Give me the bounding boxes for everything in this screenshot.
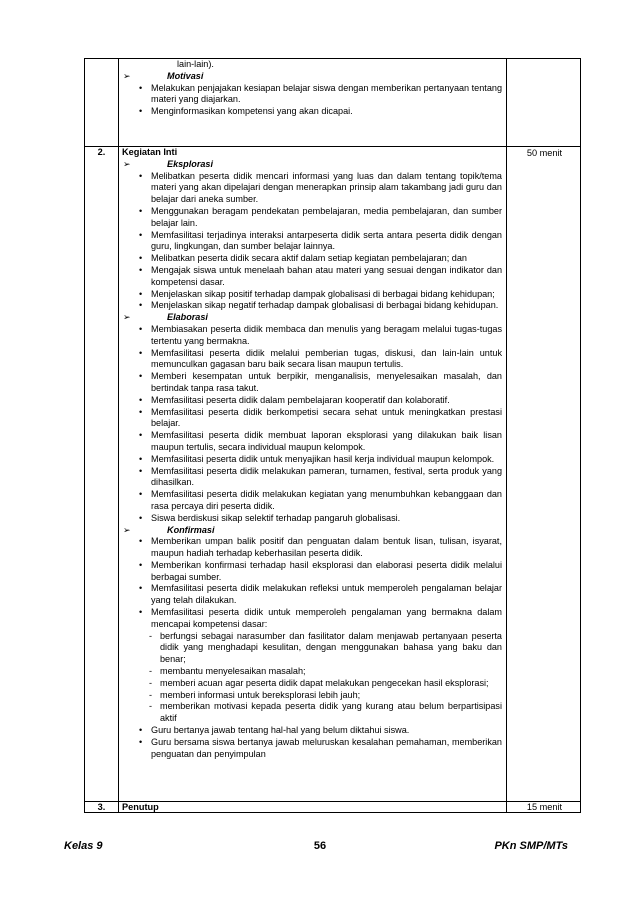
list-item: • Mengajak siswa untuk menelaah bahan atau materi yang sesuai dengan indikator dan kompetensi dasar. (139, 264, 502, 287)
bullet-icon: • (139, 583, 143, 594)
continuation-text: lain-lain). (177, 59, 214, 69)
dash-item: - memberikan motivasi kepada peserta didik yang kurang atau belum berpartisipasi aktif (149, 701, 502, 724)
bullet-icon: • (139, 465, 143, 476)
footer-right: PKn SMP/MTs (494, 840, 568, 852)
bullet-icon: • (139, 205, 143, 216)
row-title: Penutup (122, 802, 159, 812)
dash-bullet-icon: - (149, 666, 153, 677)
bullet-icon: • (139, 430, 143, 441)
arrow-bullet-icon: ➢ (123, 312, 131, 323)
list-item: • Memfasilitasi peserta didik melalui pemberian tugas, diskusi, dan lain-lain untuk memunculkan gagasan baru baik secara lisan maupun tertulis. (139, 347, 502, 370)
row-title: Kegiatan Inti (122, 147, 178, 157)
list-item: • Guru bertanya jawab tentang hal-hal yang belum diktahui siswa. (139, 725, 410, 736)
row-duration: 15 menit (526, 802, 563, 812)
list-item: • Memfasilitasi peserta didik untuk menyajikan hasil kerja individual maupun kelompok. (139, 453, 495, 464)
dash-bullet-icon: - (149, 677, 153, 688)
bullet-icon: • (139, 536, 143, 547)
bullet-icon: • (139, 394, 143, 405)
dash-item: - membantu menyelesaikan masalah; (149, 666, 306, 677)
list-item: • Memfasilitasi peserta didik membuat laporan eksplorasi yang dilakukan baik lisan maupun tertulis, secara individual maupun kelompok. (139, 430, 502, 452)
kegiatan-inti-content (119, 147, 506, 760)
bullet-icon: • (139, 264, 143, 275)
list-item: • Menggunakan beragam pendekatan pembelajaran, media pembelajaran, dan sumber belajar lain. (139, 205, 502, 228)
row-number: 3. (97, 802, 106, 812)
list-item: • Memberikan umpan balik positif dan penguatan dalam bentuk lisan, tulisan, isyarat, maupun hadiah terhadap keberhasilan peserta didik. (139, 536, 502, 559)
dash-item: - berfungsi sebagai narasumber dan fasilitator dalam menjawab pertanyaan peserta didik yang menghadapi kesulitan, dengan menggunakan bahasa yang baku dan benar; (149, 630, 502, 665)
bullet-icon: • (139, 253, 143, 264)
bullet-icon: • (139, 725, 143, 736)
list-item: • Memfasilitasi peserta didik berkompetisi secara sehat untuk meningkatkan prestasi belajar. (139, 406, 502, 429)
column-divider (506, 59, 507, 812)
bullet-icon: • (139, 489, 143, 500)
row-duration: 50 menit (526, 148, 563, 158)
section-motivasi (119, 71, 506, 83)
row-number: 2. (97, 147, 106, 157)
bullet-icon: • (139, 512, 143, 523)
bullet-icon: • (139, 82, 143, 93)
bullet-icon: • (139, 229, 143, 240)
list-item: • Menjelaskan sikap negatif terhadap dampak globalisasi di berbagai bidang kehidupan. (139, 300, 499, 311)
lesson-table (84, 58, 581, 813)
list-item: • Memfasilitasi peserta didik melakukan kegiatan yang menumbuhkan kebanggaan dan rasa percaya diri peserta didik. (139, 489, 502, 511)
dash-bullet-icon: - (149, 689, 153, 700)
list-item: • Memberikan konfirmasi terhadap hasil eksplorasi dan elaborasi peserta didik melalui berbagai sumber. (139, 559, 502, 582)
bullet-icon: • (139, 607, 143, 618)
list-item: • Memfasilitasi peserta didik melakukan pameran, turnamen, festival, serta produk yang dihasilkan. (139, 465, 502, 488)
previous-row-content (119, 59, 506, 118)
section-label: Motivasi (167, 70, 204, 81)
bullet-icon: • (139, 323, 143, 334)
list-item: • Menginformasikan kompetensi yang akan dicapai. (139, 106, 353, 117)
bullet-icon: • (139, 371, 143, 382)
bullet-icon: • (139, 453, 143, 464)
section-eksplorasi (119, 159, 506, 171)
row-divider (85, 801, 580, 802)
list-item: • Memfasilitasi peserta didik untuk memperoleh pengalaman yang bermakna dalam mencapai kompetensi dasar: (139, 607, 502, 629)
list-item: • Melibatkan peserta didik secara aktif dalam setiap kegiatan pembelajaran; dan (139, 253, 467, 264)
bullet-icon: • (139, 288, 143, 299)
list-item: • Guru bersama siswa bertanya jawab meluruskan kesalahan pemahaman, memberikan penguatan dan penyimpulan (139, 736, 502, 759)
list-item: • Melakukan penjajakan kesiapan belajar siswa dengan memberikan pertanyaan tentang materi yang diajarkan. (139, 82, 502, 105)
section-label: Eksplorasi (167, 158, 213, 169)
section-elaborasi (119, 312, 506, 324)
list-item: • Memfasilitasi terjadinya interaksi antarpeserta didik serta antara peserta didik dengan guru, lingkungan, dan sumber belajar lainnya. (139, 229, 502, 252)
bullet-icon: • (139, 736, 143, 747)
bullet-icon: • (139, 347, 143, 358)
list-item: • Siswa berdiskusi sikap selektif terhadap pangaruh globalisasi. (139, 512, 401, 523)
list-item: • Melibatkan peserta didik mencari informasi yang luas dan dalam tentang topik/tema materi yang akan dipelajari dengan menerapkan prinsip alam takambang jadi guru dan belajar dari aneka sumber. (139, 170, 502, 205)
section-label: Elaborasi (167, 312, 208, 323)
footer-left: Kelas 9 (64, 840, 103, 852)
section-konfirmasi (119, 525, 506, 537)
dash-bullet-icon: - (149, 701, 153, 712)
list-item: • Membiasakan peserta didik membaca dan menulis yang beragam melalui tugas-tugas tertentu yang bermakna. (139, 323, 502, 346)
section-label: Konfirmasi (167, 524, 215, 535)
dash-item: - memberi informasi untuk bereksplorasi lebih jauh; (149, 689, 361, 700)
list-item: • Menjelaskan sikap positif terhadap dampak globalisasi di berbagai bidang kehidupan; (139, 288, 495, 299)
bullet-icon: • (139, 406, 143, 417)
arrow-bullet-icon: ➢ (123, 70, 131, 81)
bullet-icon: • (139, 300, 143, 311)
list-item: • Memberi kesempatan untuk berpikir, menganalisis, menyelesaikan masalah, dan bertindak tanpa rasa takut. (139, 371, 502, 393)
bullet-icon: • (139, 106, 143, 117)
page-number: 56 (313, 840, 327, 852)
list-item: • Memfasilitasi peserta didik dalam pembelajaran kooperatif dan kolaboratif. (139, 394, 450, 405)
bullet-icon: • (139, 559, 143, 570)
dash-bullet-icon: - (149, 630, 153, 641)
dash-item: - memberi acuan agar peserta didik dapat melakukan pengecekan hasil eksplorasi; (149, 677, 489, 688)
arrow-bullet-icon: ➢ (123, 158, 131, 169)
arrow-bullet-icon: ➢ (123, 524, 131, 535)
list-item: • Memfasilitasi peserta didik melakukan refleksi untuk memperoleh pengalaman belajar yang telah dilakukan. (139, 583, 502, 606)
bullet-icon: • (139, 170, 143, 181)
